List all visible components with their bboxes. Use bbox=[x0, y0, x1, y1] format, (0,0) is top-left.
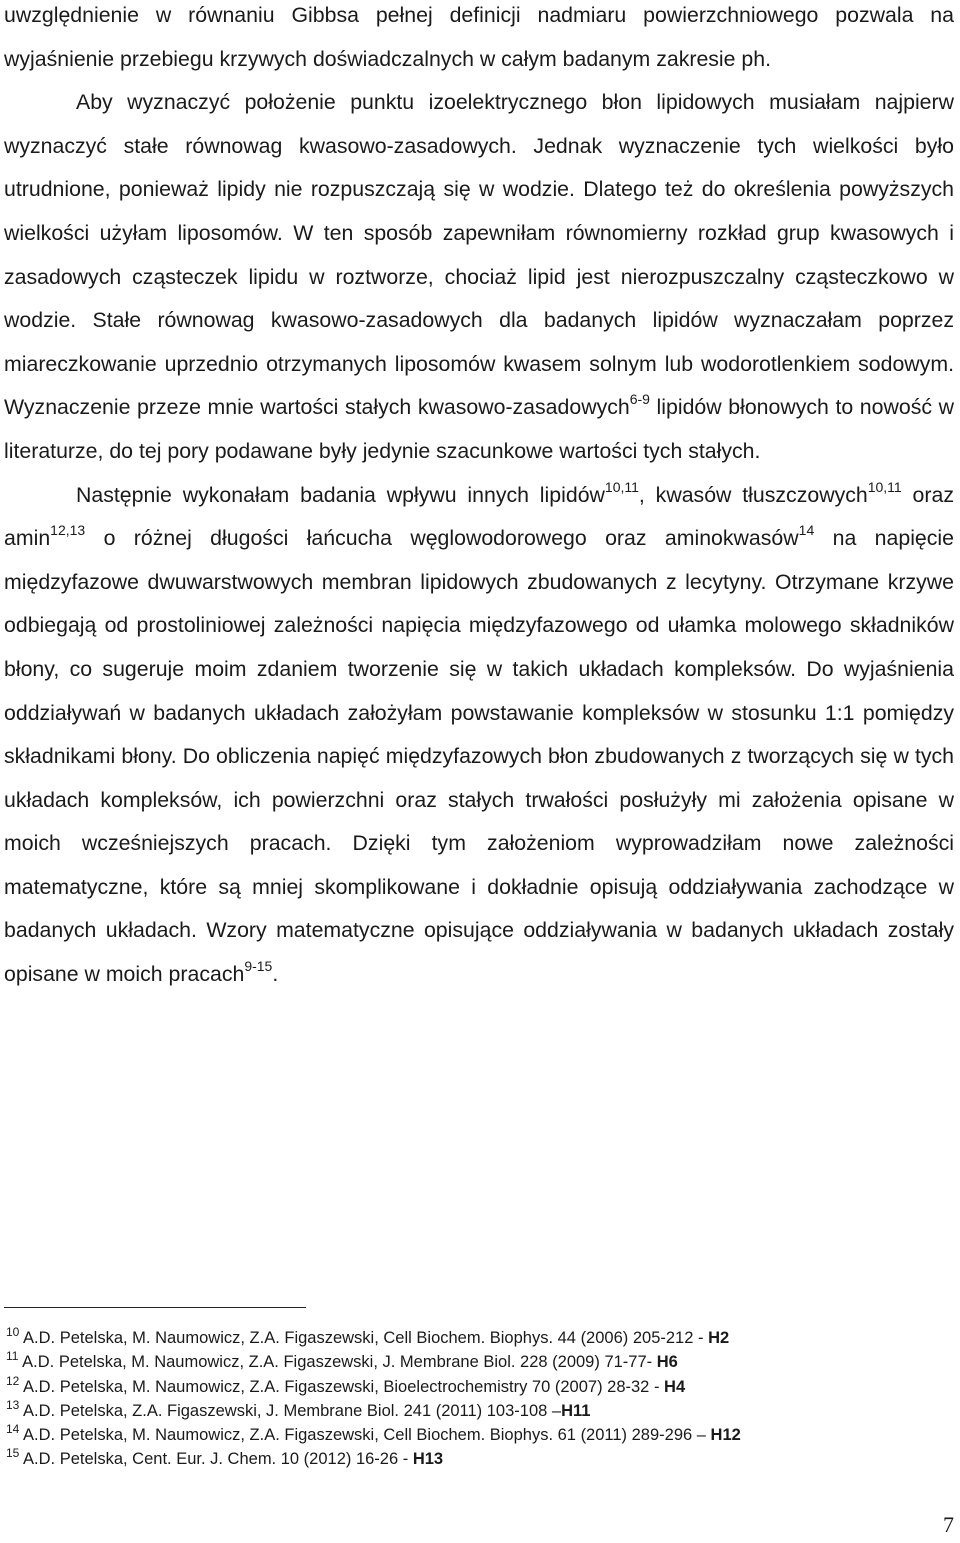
footnote-separator bbox=[4, 1307, 306, 1308]
footnote-number: 13 bbox=[6, 1397, 20, 1412]
paragraph bbox=[4, 81, 954, 473]
text-run: uwzględnienie w równaniu Gibbsa pełnej definicji nadmiaru powierzchniowego pozwala na wyjaśnienie przebiegu krzywych doświadczalnych w całym badanym zakresie ph. bbox=[4, 3, 954, 71]
footnote-code: H13 bbox=[412, 1450, 444, 1469]
citation-superscript: 6-9 bbox=[629, 391, 650, 408]
footnote-text: A.D. Petelska, M. Naumowicz, Z.A. Figaszewski, Cell Biochem. Biophys. 44 (2006) 205-212 - bbox=[23, 1329, 709, 1347]
footnote-text: A.D. Petelska, M. Naumowicz, Z.A. Figaszewski, J. Membrane Biol. 228 (2009) 71-77- bbox=[22, 1353, 657, 1372]
citation-superscript: 14 bbox=[798, 522, 815, 539]
footnote-code: H11 bbox=[561, 1401, 591, 1420]
citation-superscript: 10,11 bbox=[604, 478, 639, 495]
footnote-number: 15 bbox=[6, 1446, 20, 1461]
footnote-number: 14 bbox=[6, 1422, 20, 1437]
footnote bbox=[6, 1375, 956, 1399]
footnote-code: H2 bbox=[708, 1329, 730, 1347]
footnote-number: 11 bbox=[6, 1349, 19, 1364]
footnote-text: A.D. Petelska, Cent. Eur. J. Chem. 10 (2012) 16-26 - bbox=[23, 1450, 413, 1469]
footnote-text: A.D. Petelska, M. Naumowicz, Z.A. Figaszewski, Cell Biochem. Biophys. 61 (2011) 289-296 – bbox=[23, 1426, 711, 1445]
footnote-code: H4 bbox=[664, 1377, 686, 1396]
text-run: o różnej długości łańcucha węglowodorowego oraz aminokwasów bbox=[85, 526, 799, 551]
footnote bbox=[6, 1447, 956, 1471]
citation-superscript: 10,11 bbox=[867, 478, 902, 495]
paragraph bbox=[4, 474, 954, 997]
text-run: lipidów błonowych to nowość w literaturze, do tej pory podawane były jedynie szacunkowe wartości tych stałych. bbox=[4, 395, 954, 463]
body-text bbox=[4, 0, 954, 997]
footnote-text: A.D. Petelska, Z.A. Figaszewski, J. Membrane Biol. 241 (2011) 103-108 – bbox=[23, 1401, 562, 1420]
footnote-code: H6 bbox=[656, 1353, 678, 1372]
text-run: na napięcie międzyfazowe dwuwarstwowych membran lipidowych zbudowanych z lecytyny. Otrzymane krzywe odbiegają od prostoliniowej zależności napięcia międzyfazowego od ułamka molowego składników błony, co sugeruje moim zdaniem tworzenie się w takich układach kompleksów. Do wyjaśnienia oddziaływań w badanych układach założyłam powstawanie kompleksów w stosunku 1:1 pomiędzy składnikami błony. Do obliczenia napięć międzyfazowych błon zbudowanych z tworzących się w tych układach kompleksów, ich powierzchni oraz stałych trwałości posłużyły mi założenia opisane w moich wcześniejszych pracach. Dzięki tym założeniom wyprowadziłam nowe zależności matematyczne, które są mniej skomplikowane i dokładnie opisują oddziaływania zachodzące w badanych układach. Wzory matematyczne opisujące oddziaływania w badanych układach zostały opisane w moich pracach bbox=[4, 526, 954, 987]
footnote-number: 12 bbox=[6, 1373, 20, 1388]
footnote bbox=[6, 1350, 956, 1374]
footnote-number: 10 bbox=[6, 1325, 20, 1339]
footnote bbox=[6, 1326, 956, 1350]
page-number: 7 bbox=[943, 1512, 954, 1537]
footnote bbox=[6, 1399, 956, 1423]
footnote bbox=[6, 1423, 956, 1447]
text-run: , kwasów tłuszczowych bbox=[638, 482, 868, 507]
text-run: Aby wyznaczyć położenie punktu izoelektrycznego błon lipidowych musiałam najpierw wyznaczyć stałe równowag kwasowo-zasadowych. Jednak wyznaczenie tych wielkości było utrudnione, ponieważ lipidy nie rozpuszczają się w wodzie. Dlatego też do określenia powyższych wielkości użyłam liposomów. W ten sposób zapewniłam równomierny rozkład grup kwasowych i zasadowych cząsteczek lipidu w roztworze, chociaż lipid jest nierozpuszczalny cząsteczkowo w wodzie. Stałe równowag kwasowo-zasadowych dla badanych lipidów wyznaczałam poprzez miareczkowanie uprzednio otrzymanych liposomów kwasem solnym lub wodorotlenkiem sodowym. Wyznaczenie przeze mnie wartości stałych kwasowo-zasadowych bbox=[4, 90, 954, 420]
footnotes bbox=[6, 1326, 956, 1472]
footnote-code: H12 bbox=[710, 1426, 741, 1445]
citation-superscript: 12,13 bbox=[50, 522, 86, 539]
footnote-text: A.D. Petelska, M. Naumowicz, Z.A. Figaszewski, Bioelectrochemistry 70 (2007) 28-32 - bbox=[23, 1377, 665, 1396]
text-run: Następnie wykonałam badania wpływu innych lipidów bbox=[76, 482, 605, 507]
text-run: oraz amin bbox=[4, 482, 954, 551]
paragraph bbox=[4, 0, 954, 81]
text-run: . bbox=[272, 962, 279, 987]
citation-superscript: 9-15 bbox=[244, 958, 273, 975]
